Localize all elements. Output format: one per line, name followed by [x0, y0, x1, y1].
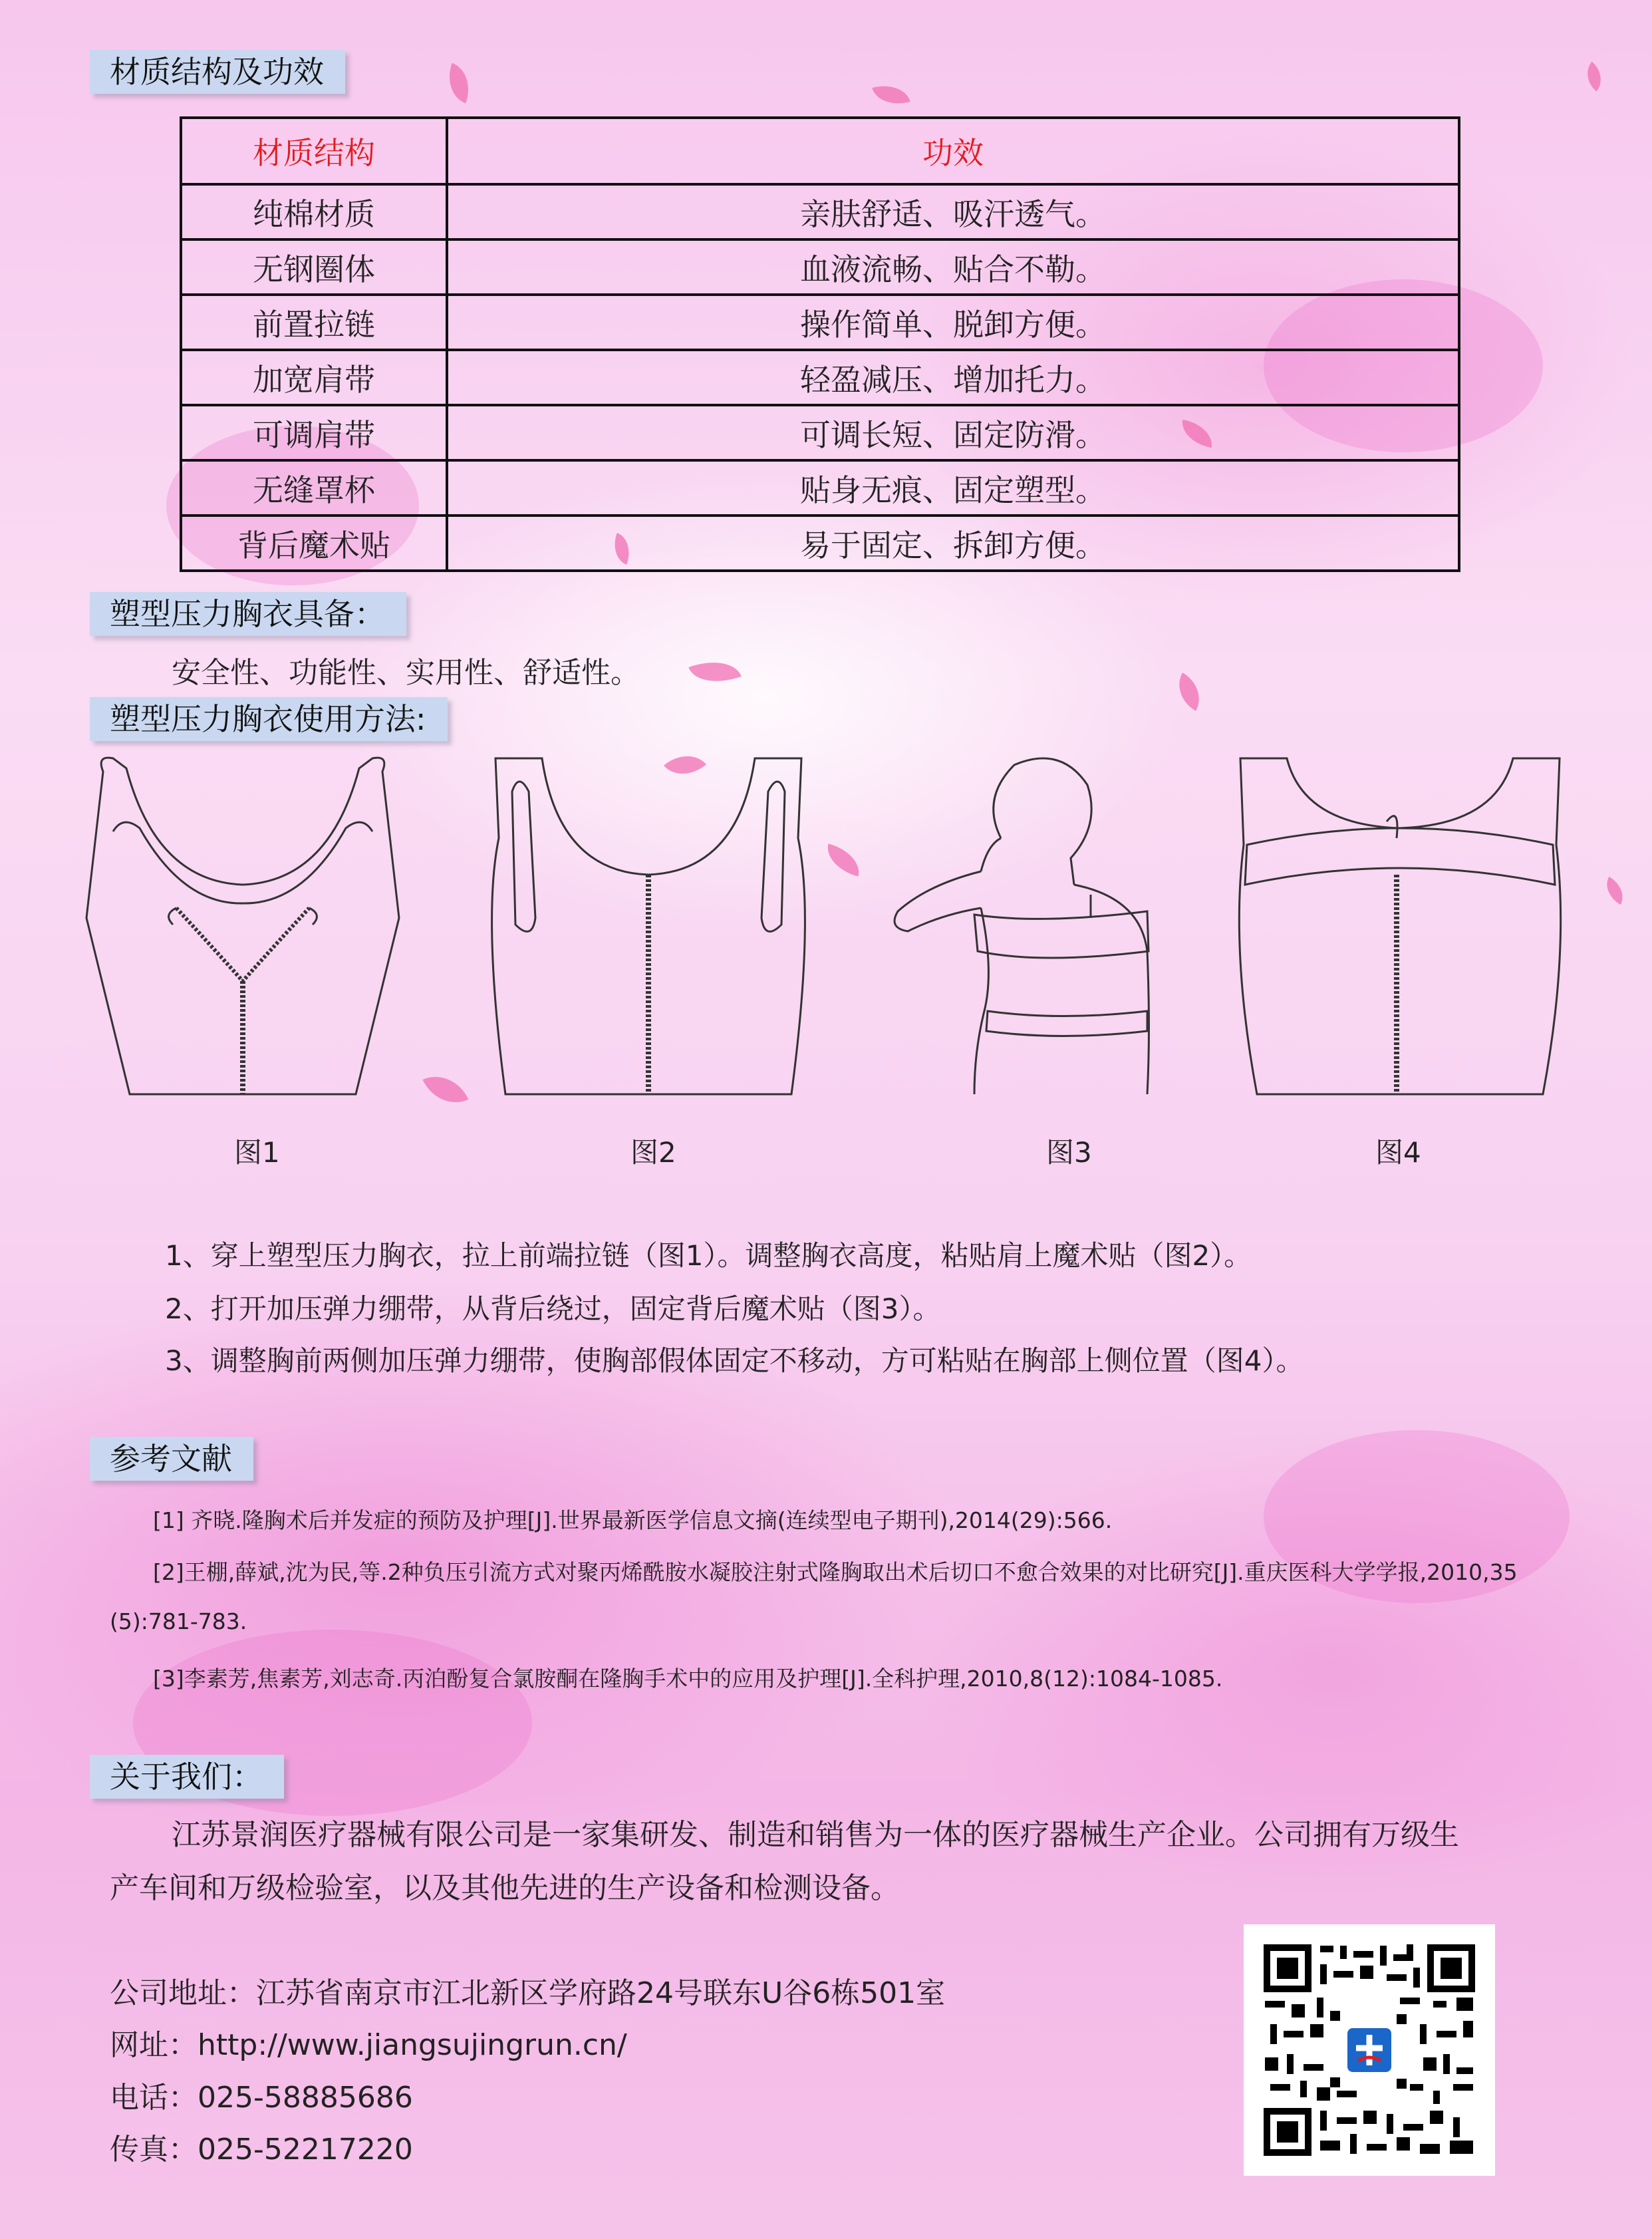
table-row: [181, 295, 1459, 350]
effect-cell: 贴身无痕、固定塑型。: [447, 460, 1459, 516]
material-cell: 无钢圈体: [181, 239, 447, 295]
about-text-line-1: 江苏景润医疗器械有限公司是一家集研发、制造和销售为一体的医疗器械生产企业。公司拥有万级生: [172, 1818, 1459, 1852]
materials-section-label: 材质结构及功效: [90, 50, 345, 94]
materials-table: [180, 116, 1460, 572]
about-text-line-2: 产车间和万级检验室，以及其他先进的生产设备和检测设备。: [110, 1871, 900, 1905]
company-fax: 传真：025-52217220: [110, 2133, 413, 2166]
material-cell: 加宽肩带: [181, 350, 447, 405]
reference-3: [3]李素芳,焦素芳,刘志奇.丙泊酚复合氯胺酮在隆胸手术中的应用及护理[J].全科护理,2010,8(12):1084-1085.: [153, 1666, 1223, 1692]
petal: [1579, 62, 1609, 92]
reference-2: [2]王棚,薛斌,沈为民,等.2种负压引流方式对聚丙烯酰胺水凝胶注射式隆胸取出术后切口不愈合效果的对比研究[J].重庆医科大学学报,2010,35: [153, 1559, 1518, 1585]
usage-step-1: 1、穿上塑型压力胸衣，拉上前端拉链（图1）。调整胸衣高度，粘贴肩上魔术贴（图2）。: [165, 1239, 1252, 1272]
table-row: [181, 184, 1459, 239]
material-cell: 纯棉材质: [181, 184, 447, 239]
material-cell: 可调肩带: [181, 405, 447, 460]
material-cell: 前置拉链: [181, 295, 447, 350]
usage-step-2: 2、打开加压弹力绷带，从背后绕过，固定背后魔术贴（图3）。: [165, 1292, 941, 1325]
effect-cell: 可调长短、固定防滑。: [447, 405, 1459, 460]
figure-2-caption: 图2: [630, 1136, 676, 1169]
features-text: 安全性、功能性、实用性、舒适性。: [172, 656, 640, 690]
table-row: [181, 460, 1459, 516]
company-address: 公司地址：江苏省南京市江北新区学府路24号联东U谷6栋501室: [110, 1976, 946, 2010]
about-section-label: 关于我们：: [90, 1755, 284, 1799]
references-section-label: 参考文献: [90, 1437, 253, 1481]
table-header-row: [181, 118, 1459, 184]
effect-cell: 操作简单、脱卸方便。: [447, 295, 1459, 350]
petal: [423, 1066, 469, 1114]
material-cell: 无缝罩杯: [181, 460, 447, 516]
table-row: [181, 350, 1459, 405]
petal: [688, 651, 741, 692]
table-row: [181, 516, 1459, 571]
company-phone: 电话：025-58885686: [110, 2081, 413, 2115]
figure-2-bra-shoulder-velcro: [479, 752, 818, 1104]
petal: [1169, 672, 1209, 711]
effect-cell: 亲肤舒适、吸汗透气。: [447, 184, 1459, 239]
figure-3-caption: 图3: [1046, 1136, 1092, 1169]
usage-section-label: 塑型压力胸衣使用方法:: [90, 697, 448, 741]
petal: [872, 79, 910, 110]
features-section-label: 塑型压力胸衣具备：: [90, 592, 406, 636]
table-header-material: 材质结构: [181, 118, 447, 184]
usage-step-3: 3、调整胸前两侧加压弹力绷带，使胸部假体固定不移动，方可粘贴在胸部上侧位置（图4）。: [165, 1344, 1304, 1377]
figure-3-back-bandage: [888, 752, 1167, 1104]
figure-1-bra-front-zipper: [83, 752, 402, 1104]
figure-4-front-bandage: [1237, 752, 1563, 1104]
effect-cell: 易于固定、拆卸方便。: [447, 516, 1459, 571]
petal: [822, 843, 864, 876]
table-row: [181, 239, 1459, 295]
company-website[interactable]: 网址：http://www.jiangsujingrun.cn/: [110, 2028, 627, 2062]
effect-cell: 轻盈减压、增加托力。: [447, 350, 1459, 405]
material-cell: 背后魔术贴: [181, 516, 447, 571]
effect-cell: 血液流畅、贴合不勒。: [447, 239, 1459, 295]
petal: [1599, 877, 1629, 905]
figure-4-caption: 图4: [1375, 1136, 1421, 1169]
reference-2-continued: (5):781-783.: [110, 1608, 247, 1634]
table-row: [181, 405, 1459, 460]
qr-code: [1244, 1924, 1495, 2176]
petal: [441, 63, 478, 104]
reference-1: [1] 齐晓.隆胸术后并发症的预防及护理[J].世界最新医学信息文摘(连续型电子期刊),2014(29):566.: [153, 1507, 1113, 1533]
figure-1-caption: 图1: [234, 1136, 280, 1169]
table-header-effect: 功效: [447, 118, 1459, 184]
